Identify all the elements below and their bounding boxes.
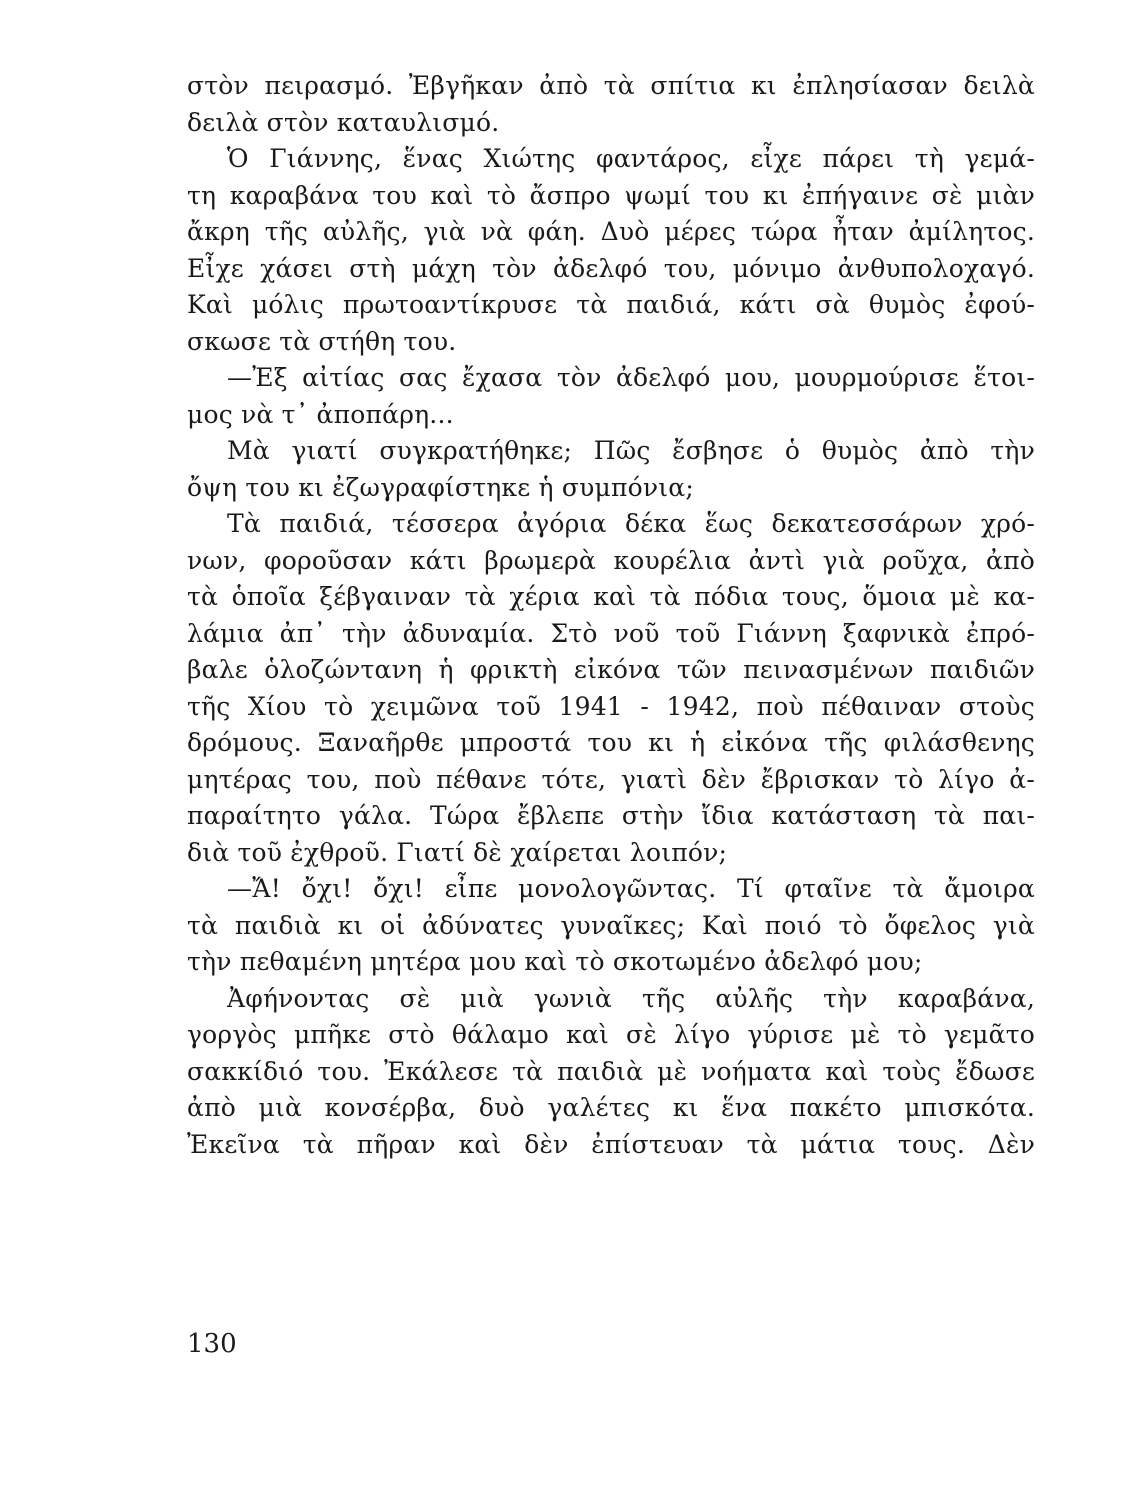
text-line: τῆς Χίου τὸ χειμῶνα τοῦ 1941 - 1942, ποὺ πέθαιναν στοὺς <box>187 691 1035 721</box>
text-line: —Ἐξ αἰτίας σας ἔχασα τὸν ἀδελφό μου, μουρμούρισε ἕτοι- <box>227 363 1035 392</box>
text-line: Καὶ μόλις πρωτοαντίκρυσε τὰ παιδιά, κάτι σὰ θυμὸς ἐφού- <box>187 290 1035 319</box>
text-line: ὄψη του κι ἐζωγραφίστηκε ἡ συμπόνια; <box>187 472 694 502</box>
text-line: Εἶχε χάσει στὴ μάχη τὸν ἀδελφό του, μόνιμο ἀνθυπολοχαγό. <box>187 253 1035 283</box>
body-text <box>187 68 1035 1163</box>
text-line: ἀπὸ μιὰ κονσέρβα, δυὸ γαλέτες κι ἕνα πακέτο μπισκότα. <box>187 1093 1035 1122</box>
text-line: δρόμους. Ξαναῆρθε μπροστά του κι ἡ εἰκόνα τῆς φιλάσθενης <box>187 728 1035 757</box>
text-line: Τὰ παιδιά, τέσσερα ἀγόρια δέκα ἕως δεκατεσσάρων χρό- <box>227 509 1035 538</box>
text-line: τὰ ὁποῖα ξέβγαιναν τὰ χέρια καὶ τὰ πόδια τους, ὅμοια μὲ κα- <box>187 582 1035 611</box>
text-line: δειλὰ στὸν καταυλισμό. <box>187 107 500 137</box>
text-line: τὰ παιδιὰ κι οἱ ἀδύνατες γυναῖκες; Καὶ ποιό τὸ ὄφελος γιὰ <box>187 910 1035 940</box>
text-line: Ἀφήνοντας σὲ μιὰ γωνιὰ τῆς αὐλῆς τὴν καραβάνα, <box>227 983 1035 1013</box>
text-line: στὸν πειρασμό. Ἐβγῆκαν ἀπὸ τὰ σπίτια κι ἐπλησίασαν δειλὰ <box>187 71 1035 100</box>
text-line: γοργὸς μπῆκε στὸ θάλαμο καὶ σὲ λίγο γύρισε μὲ τὸ γεμᾶτο <box>187 1020 1035 1049</box>
text-line: βαλε ὁλοζώντανη ἡ φρικτὴ εἰκόνα τῶν πεινασμένων παιδιῶν <box>187 655 1035 684</box>
text-line: —Ἄ! ὄχι! ὄχι! εἶπε μονολογῶντας. Τί φταῖνε τὰ ἄμοιρα <box>227 874 1035 903</box>
text-line: Μὰ γιατί συγκρατήθηκε; Πῶς ἔσβησε ὁ θυμὸς ἀπὸ τὴν <box>227 436 1035 465</box>
text-line: τὴν πεθαμένη μητέρα μου καὶ τὸ σκοτωμένο ἀδελφό μου; <box>187 947 923 976</box>
text-line: Ἐκεῖνα τὰ πῆραν καὶ δὲν ἐπίστευαν τὰ μάτια τους. Δὲν <box>187 1129 1035 1159</box>
text-line: διὰ τοῦ ἐχθροῦ. Γιατί δὲ χαίρεται λοιπόν; <box>187 837 728 867</box>
text-line: νων, φοροῦσαν κάτι βρωμερὰ κουρέλια ἀντὶ γιὰ ροῦχα, ἀπὸ <box>187 545 1035 575</box>
text-line: μητέρας του, ποὺ πέθανε τότε, γιατὶ δὲν ἔβρισκαν τὸ λίγο ἀ- <box>187 764 1035 794</box>
text-line: λάμια ἀπ᾿ τὴν ἀδυναμία. Στὸ νοῦ τοῦ Γιάννη ξαφνικὰ ἐπρό- <box>187 618 1035 648</box>
text-line: ἄκρη τῆς αὐλῆς, γιὰ νὰ φάη. Δυὸ μέρες τώρα ἦταν ἀμίλητος. <box>187 217 1035 246</box>
text-line: σκωσε τὰ στήθη του. <box>187 326 457 356</box>
text-line: παραίτητο γάλα. Τώρα ἔβλεπε στὴν ἴδια κατάσταση τὰ παι- <box>187 801 1035 830</box>
text-line: μος νὰ τ᾿ ἀποπάρη... <box>187 399 454 429</box>
text-line: τη καραβάνα του καὶ τὸ ἄσπρο ψωμί του κι ἐπήγαινε σὲ μιὰν <box>187 180 1035 210</box>
page-number: 130 <box>187 1329 237 1359</box>
text-line: Ὁ Γιάννης, ἕνας Χιώτης φαντάρος, εἶχε πάρει τὴ γεμά- <box>227 144 1035 173</box>
text-line: σακκίδιό του. Ἐκάλεσε τὰ παιδιὰ μὲ νοήματα καὶ τοὺς ἔδωσε <box>187 1056 1035 1086</box>
